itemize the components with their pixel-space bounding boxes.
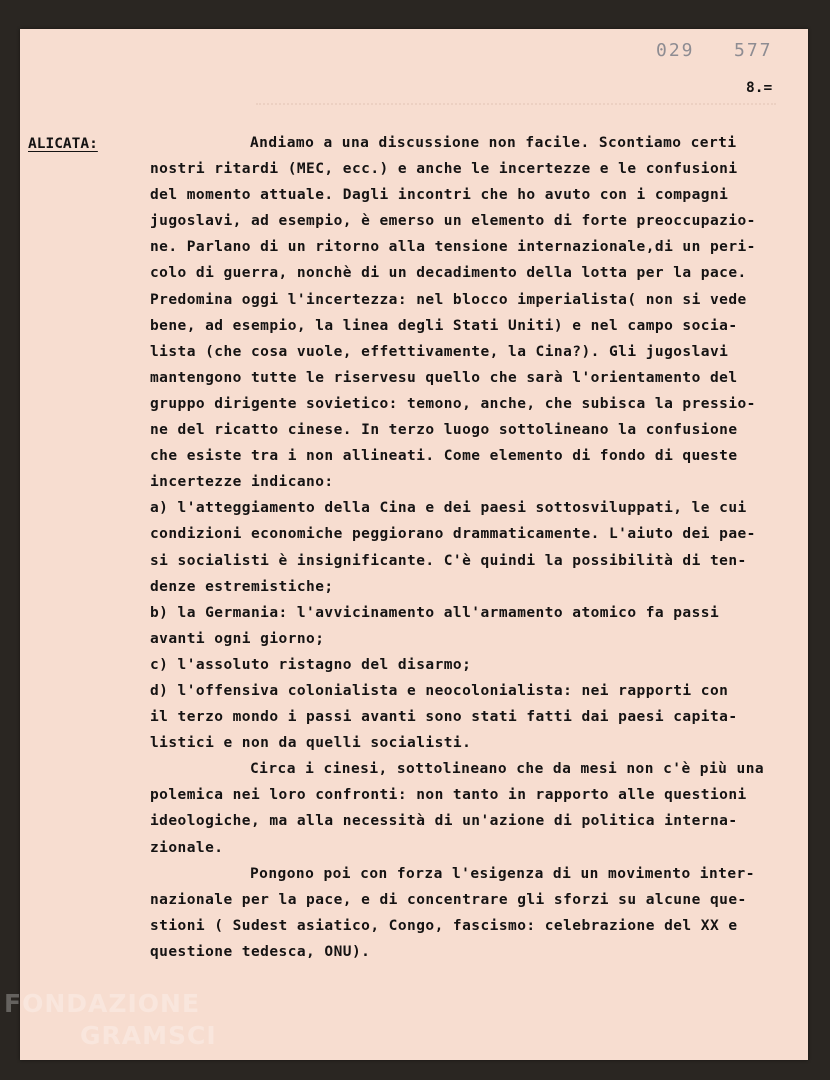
text-line: avanti ogni giorno; — [150, 630, 325, 647]
archive-code-2: 577 — [734, 40, 773, 61]
document-page — [20, 29, 808, 1060]
watermark-line-2: GRAMSCI — [80, 1021, 217, 1050]
archive-code-1: 029 — [656, 40, 695, 61]
text-line: listici e non da quelli socialisti. — [150, 735, 472, 752]
text-line: Circa i cinesi, sottolineano che da mesi non c'è più una — [250, 761, 765, 778]
list-item-d: d) l'offensiva colonialista e neocolonialista: nei rapporti con — [150, 682, 729, 699]
page-number: 8.= — [746, 80, 773, 96]
text-line: denze estremistiche; — [150, 578, 334, 595]
text-line: ne del ricatto cinese. In terzo luogo sottolineano la confusione — [150, 422, 738, 439]
list-item-c: c) l'assoluto ristagno del disarmo; — [150, 656, 472, 673]
list-item-a: a) l'atteggiamento della Cina e dei paesi sottosviluppati, le cui — [150, 500, 747, 517]
text-line: colo di guerra, nonchè di un decadimento della lotta per la pace. — [150, 265, 747, 282]
text-line: nostri ritardi (MEC, ecc.) e anche le incertezze e le confusioni — [150, 161, 738, 178]
speaker-name: ALICATA: — [28, 136, 98, 152]
text-line: condizioni economiche peggiorano drammaticamente. L'aiuto dei pae- — [150, 526, 756, 543]
watermark-logo — [4, 988, 217, 1052]
text-line: ideologiche, ma alla necessità di un'azione di politica interna- — [150, 813, 738, 830]
text-line: stioni ( Sudest asiatico, Congo, fascismo: celebrazione del XX e — [150, 917, 738, 934]
text-line: Predomina oggi l'incertezza: nel blocco imperialista( non si vede — [150, 291, 747, 308]
text-line: Pongono poi con forza l'esigenza di un movimento inter- — [250, 865, 755, 882]
text-line: si socialisti è insignificante. C'è quindi la possibilità di ten- — [150, 552, 747, 569]
text-line: questione tedesca, ONU). — [150, 943, 371, 960]
text-line: polemica nei loro confronti: non tanto in rapporto alle questioni — [150, 787, 747, 804]
text-line: nazionale per la pace, e di concentrare gli sforzi su alcune que- — [150, 891, 747, 908]
text-line: lista (che cosa vuole, effettivamente, la Cina?). Gli jugoslavi — [150, 343, 729, 360]
text-line: zionale. — [150, 839, 224, 856]
speech-text — [150, 130, 764, 965]
text-line: incertezze indicano: — [150, 474, 334, 491]
text-line: jugoslavi, ad esempio, è emerso un elemento di forte preoccupazio- — [150, 213, 756, 230]
text-line: mantengono tutte le riservesu quello che sarà l'orientamento del — [150, 369, 738, 386]
text-line: ne. Parlano di un ritorno alla tensione internazionale,di un peri- — [150, 239, 756, 256]
text-line: Andiamo a una discussione non facile. Scontiamo certi — [250, 135, 737, 151]
watermark-line-1: FONDAZIONE — [4, 989, 201, 1018]
text-line: gruppo dirigente sovietico: temono, anche, che subisca la pressio- — [150, 395, 756, 412]
text-line: il terzo mondo i passi avanti sono stati fatti dai paesi capita- — [150, 709, 738, 726]
text-line: del momento attuale. Dagli incontri che ho avuto con i compagni — [150, 187, 729, 204]
text-line: che esiste tra i non allineati. Come elemento di fondo di queste — [150, 448, 738, 465]
list-item-b: b) la Germania: l'avvicinamento all'armamento atomico fa passi — [150, 604, 720, 621]
text-line: bene, ad esempio, la linea degli Stati Uniti) e nel campo socia- — [150, 317, 738, 334]
